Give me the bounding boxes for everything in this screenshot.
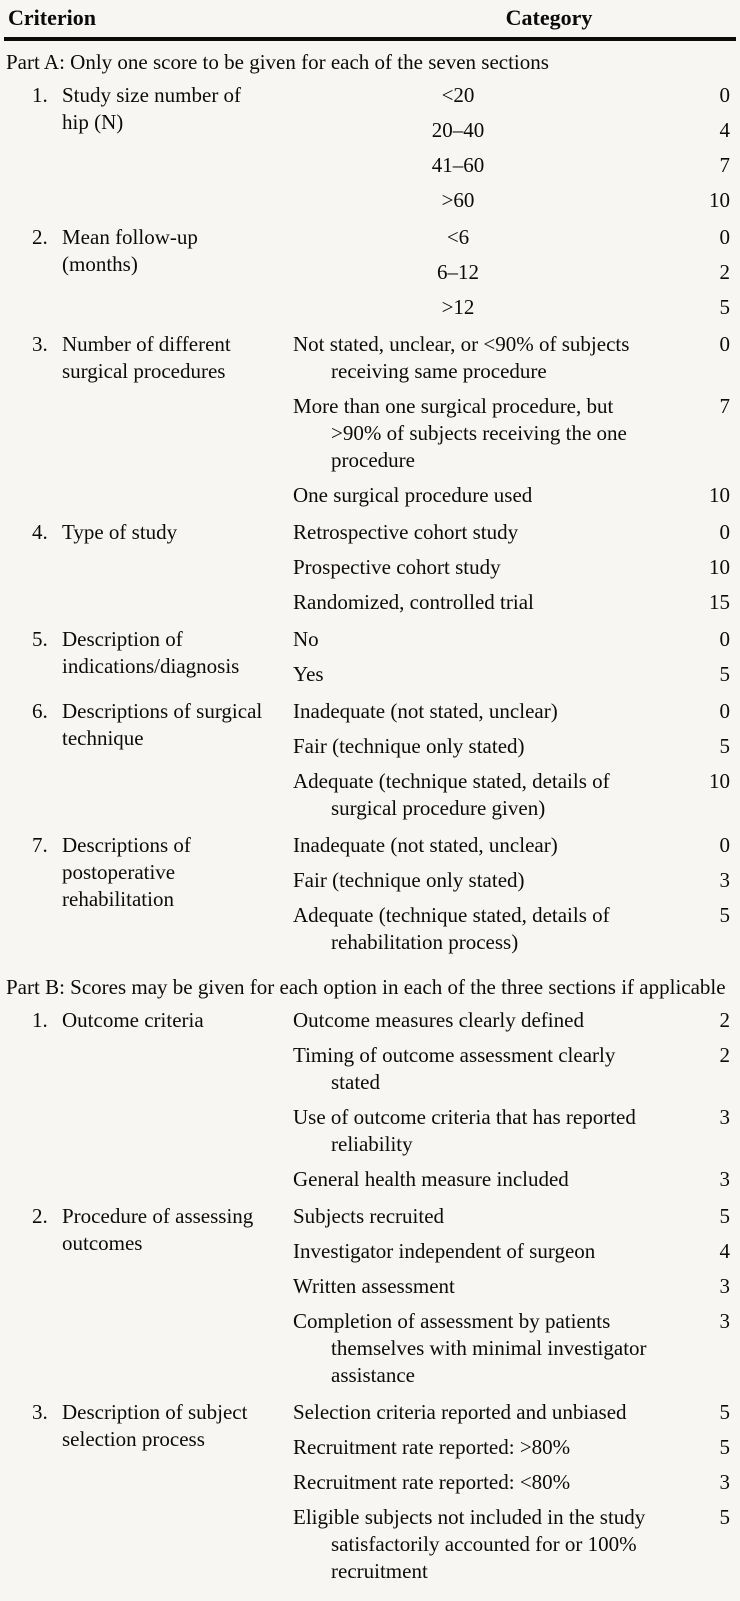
category-row — [293, 867, 736, 894]
criterion-cell — [4, 1203, 293, 1257]
score-value: 0 — [719, 699, 730, 723]
category-text: >12 — [441, 295, 475, 319]
category-row — [293, 589, 736, 616]
table-row — [4, 224, 736, 329]
category-text: Adequate (technique stated, details of surgical procedure given) — [293, 769, 610, 820]
criterion-label: Outcome criteria — [62, 1008, 204, 1032]
criterion-cell — [4, 832, 293, 913]
criterion-cell — [4, 698, 293, 752]
criterion-cell — [4, 626, 293, 680]
criterion-label: Procedure of assessing outcomes — [62, 1204, 254, 1255]
score-value: 5 — [719, 1204, 730, 1228]
score-value: 5 — [719, 1435, 730, 1459]
score-value: 0 — [719, 520, 730, 544]
criterion-label: Type of study — [62, 520, 178, 544]
category-text: 6–12 — [437, 260, 479, 284]
criterion-label: Study size number of hip (N) — [62, 83, 242, 134]
criterion-cell — [4, 82, 293, 136]
category-row — [293, 482, 736, 509]
part-label: Part B: Scores may be given for each option in each of the three sections if applicable — [6, 975, 726, 999]
score-value: 4 — [719, 1239, 730, 1263]
category-row — [293, 519, 736, 546]
category-text: >60 — [441, 188, 475, 212]
score-value: 3 — [719, 868, 730, 892]
criterion-cell — [4, 224, 293, 278]
criterion-number: 4. — [32, 520, 48, 544]
category-row — [293, 1469, 736, 1496]
table-row — [4, 82, 736, 222]
criterion-cell — [4, 1007, 293, 1034]
category-list — [293, 1203, 736, 1397]
category-text: Retrospective cohort study — [293, 520, 519, 544]
category-text: Not stated, unclear, or <90% of subjects receiving same procedure — [293, 332, 630, 383]
category-row — [293, 626, 736, 653]
table-body — [4, 41, 736, 1593]
table-row — [4, 698, 736, 830]
category-text: 41–60 — [431, 153, 485, 177]
table-row — [4, 1399, 736, 1593]
score-value: 2 — [719, 260, 730, 284]
criterion-label: Description of indications/diagnosis — [62, 627, 240, 678]
category-row — [293, 152, 736, 179]
category-list — [293, 1007, 736, 1201]
criterion-number: 3. — [32, 332, 48, 356]
score-value: 15 — [709, 590, 730, 614]
criterion-label: Mean follow-up (months) — [62, 225, 198, 276]
table-row — [4, 1203, 736, 1397]
score-value: 4 — [719, 118, 730, 142]
category-text: 20–40 — [431, 118, 485, 142]
category-row — [293, 768, 736, 822]
score-value: 5 — [719, 734, 730, 758]
category-column-header: Category — [505, 5, 593, 30]
score-value: 10 — [709, 483, 730, 507]
category-text: Completion of assessment by patients themselves with minimal investigator assistance — [293, 1309, 647, 1387]
category-row — [293, 902, 736, 956]
score-value: 3 — [719, 1274, 730, 1298]
score-value: 7 — [719, 153, 730, 177]
category-row — [293, 1166, 736, 1193]
category-row — [293, 554, 736, 581]
category-row — [293, 1504, 736, 1585]
category-text: Inadequate (not stated, unclear) — [293, 833, 558, 857]
criterion-number: 3. — [32, 1400, 48, 1424]
category-text: Prospective cohort study — [293, 555, 501, 579]
table-header-row — [4, 2, 736, 41]
table-row — [4, 832, 736, 964]
score-value: 0 — [719, 225, 730, 249]
category-text: Selection criteria reported and unbiased — [293, 1400, 627, 1424]
criterion-label: Number of different surgical procedures — [62, 332, 231, 383]
category-list — [293, 698, 736, 830]
category-text: Inadequate (not stated, unclear) — [293, 699, 558, 723]
category-row — [293, 1238, 736, 1265]
category-text: Randomized, controlled trial — [293, 590, 534, 614]
category-text: <6 — [446, 225, 470, 249]
category-row — [293, 187, 736, 214]
category-row — [293, 393, 736, 474]
category-row — [293, 1308, 736, 1389]
part-label: Part A: Only one score to be given for each of the seven sections — [6, 50, 549, 74]
criterion-cell — [4, 1399, 293, 1453]
category-row — [293, 82, 736, 109]
category-row — [293, 331, 736, 385]
criterion-label: Description of subject selection process — [62, 1400, 248, 1451]
score-value: 0 — [719, 833, 730, 857]
category-text: Outcome measures clearly defined — [293, 1008, 584, 1032]
score-value: 5 — [719, 903, 730, 927]
criterion-number: 5. — [32, 627, 48, 651]
category-text: Recruitment rate reported: >80% — [293, 1435, 571, 1459]
category-row — [293, 294, 736, 321]
category-text: One surgical procedure used — [293, 483, 533, 507]
score-value: 0 — [719, 332, 730, 356]
category-row — [293, 832, 736, 859]
score-value: 5 — [719, 662, 730, 686]
category-row — [293, 1434, 736, 1461]
category-list — [293, 519, 736, 624]
category-list — [293, 224, 736, 329]
category-text: Timing of outcome assessment clearly stated — [293, 1043, 616, 1094]
category-text: Eligible subjects not included in the study satisfactorily accounted for or 100% recruitment — [293, 1505, 646, 1583]
category-row — [293, 117, 736, 144]
score-value: 3 — [719, 1105, 730, 1129]
category-row — [293, 1399, 736, 1426]
table-row — [4, 1007, 736, 1201]
category-text: Use of outcome criteria that has reported reliability — [293, 1105, 636, 1156]
table-row — [4, 626, 736, 696]
category-row — [293, 1104, 736, 1158]
category-row — [293, 1042, 736, 1096]
score-value: 3 — [719, 1309, 730, 1333]
table-row — [4, 519, 736, 624]
category-row — [293, 1203, 736, 1230]
criterion-number: 2. — [32, 225, 48, 249]
score-value: 7 — [719, 394, 730, 418]
category-list — [293, 82, 736, 222]
category-text: Written assessment — [293, 1274, 455, 1298]
score-value: 2 — [719, 1043, 730, 1067]
score-value: 5 — [719, 295, 730, 319]
score-value: 3 — [719, 1470, 730, 1494]
criterion-number: 1. — [32, 83, 48, 107]
score-value: 5 — [719, 1400, 730, 1424]
category-list — [293, 331, 736, 517]
criterion-cell — [4, 331, 293, 385]
category-text: Yes — [293, 662, 324, 686]
category-row — [293, 1007, 736, 1034]
category-text: <20 — [441, 83, 475, 107]
score-value: 5 — [719, 1505, 730, 1529]
score-value: 0 — [719, 83, 730, 107]
category-list — [293, 1399, 736, 1593]
score-value: 0 — [719, 627, 730, 651]
criterion-label: Descriptions of surgical technique — [62, 699, 263, 750]
category-text: Subjects recruited — [293, 1204, 445, 1228]
category-text: Investigator independent of surgeon — [293, 1239, 596, 1263]
score-value: 10 — [709, 188, 730, 212]
category-row — [293, 733, 736, 760]
category-row — [293, 661, 736, 688]
criterion-number: 7. — [32, 833, 48, 857]
category-row — [293, 259, 736, 286]
category-row — [293, 1273, 736, 1300]
criterion-cell — [4, 519, 293, 546]
score-value: 10 — [709, 769, 730, 793]
category-text: Adequate (technique stated, details of rehabilitation process) — [293, 903, 610, 954]
criterion-number: 2. — [32, 1204, 48, 1228]
criterion-column-header: Criterion — [8, 5, 96, 30]
category-text: Fair (technique only stated) — [293, 868, 525, 892]
category-list — [293, 626, 736, 696]
table-row — [4, 331, 736, 517]
score-value: 3 — [719, 1167, 730, 1191]
category-text: Fair (technique only stated) — [293, 734, 525, 758]
category-text: No — [293, 627, 319, 651]
score-value: 2 — [719, 1008, 730, 1032]
score-value: 10 — [709, 555, 730, 579]
category-text: More than one surgical procedure, but >90% of subjects receiving the one procedure — [293, 394, 627, 472]
category-row — [293, 224, 736, 251]
category-text: Recruitment rate reported: <80% — [293, 1470, 571, 1494]
criterion-number: 6. — [32, 699, 48, 723]
category-list — [293, 832, 736, 964]
criterion-label: Descriptions of postoperative rehabilitation — [62, 833, 191, 911]
category-text: General health measure included — [293, 1167, 569, 1191]
category-row — [293, 698, 736, 725]
criterion-number: 1. — [32, 1008, 48, 1032]
